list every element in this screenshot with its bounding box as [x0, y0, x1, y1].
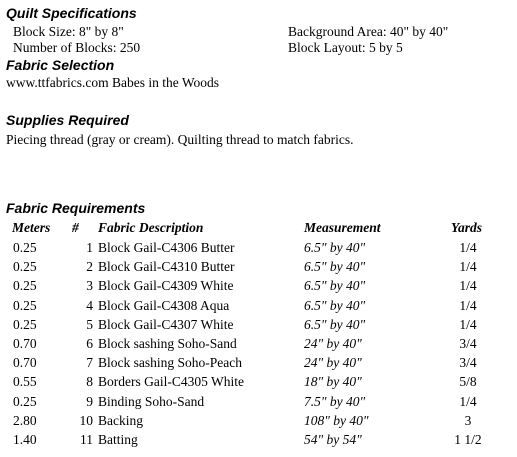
cell-fabric-description: Block Gail-C4308 Aqua	[98, 298, 230, 313]
fabric-selection-heading: Fabric Selection	[6, 57, 115, 73]
cell-meters: 0.25	[13, 317, 37, 332]
cell-fabric-description: Block sashing Soho-Sand	[98, 336, 237, 351]
cell-meters: 1.40	[13, 432, 37, 447]
supplies-text: Piecing thread (gray or cream). Quilting thread to match fabrics.	[6, 132, 354, 147]
cell-fabric-description: Binding Soho-Sand	[98, 394, 205, 409]
cell-meters: 2.80	[13, 413, 37, 428]
cell-measurement: 7.5" by 40"	[304, 394, 366, 409]
cell-number: 10	[79, 413, 93, 428]
fabric-source: www.ttfabrics.com Babes in the Woods	[6, 75, 220, 90]
cell-meters: 0.25	[13, 259, 37, 274]
cell-measurement: 6.5" by 40"	[304, 259, 366, 274]
cell-number: 6	[86, 336, 93, 351]
supplies-required-heading: Supplies Required	[6, 112, 129, 128]
column-header-measurement: Measurement	[304, 220, 381, 235]
cell-fabric-description: Borders Gail-C4305 White	[98, 374, 244, 389]
cell-yards: 1/4	[459, 259, 477, 274]
cell-number: 2	[86, 259, 93, 274]
column-header-yards: Yards	[451, 220, 483, 235]
column-header-number: #	[72, 220, 79, 235]
column-header-fabric-description: Fabric Description	[98, 220, 204, 235]
cell-fabric-description: Block Gail-C4306 Butter	[98, 240, 235, 255]
cell-number: 4	[86, 298, 93, 313]
cell-measurement: 6.5" by 40"	[304, 298, 366, 313]
cell-fabric-description: Block Gail-C4307 White	[98, 317, 234, 332]
cell-number: 9	[86, 394, 93, 409]
background-area: Background Area: 40" by 40"	[288, 24, 449, 39]
quilt-specifications-heading: Quilt Specifications	[6, 5, 137, 21]
cell-meters: 0.70	[13, 336, 37, 351]
cell-fabric-description: Block Gail-C4310 Butter	[98, 259, 235, 274]
cell-meters: 0.25	[13, 240, 37, 255]
cell-yards: 1/4	[459, 394, 477, 409]
cell-yards: 3/4	[459, 336, 477, 351]
cell-measurement: 24" by 40"	[304, 336, 362, 351]
cell-yards: 1/4	[459, 298, 477, 313]
cell-measurement: 6.5" by 40"	[304, 317, 366, 332]
cell-yards: 1/4	[459, 317, 477, 332]
cell-yards: 1 1/2	[454, 432, 482, 447]
block-size: Block Size: 8" by 8"	[13, 24, 124, 39]
cell-number: 1	[86, 240, 93, 255]
block-layout: Block Layout: 5 by 5	[288, 40, 403, 55]
cell-number: 3	[86, 278, 93, 293]
cell-meters: 0.70	[13, 355, 37, 370]
cell-yards: 1/4	[459, 240, 477, 255]
cell-yards: 3	[464, 413, 472, 428]
cell-fabric-description: Backing	[98, 413, 143, 428]
cell-number: 5	[86, 317, 93, 332]
number-of-blocks: Number of Blocks: 250	[13, 40, 141, 55]
cell-fabric-description: Block Gail-C4309 White	[98, 278, 234, 293]
cell-measurement: 24" by 40"	[304, 355, 362, 370]
cell-measurement: 6.5" by 40"	[304, 240, 366, 255]
cell-meters: 0.25	[13, 298, 37, 313]
fabric-requirements-heading: Fabric Requirements	[6, 200, 146, 216]
cell-yards: 5/8	[459, 374, 477, 389]
column-header-meters: Meters	[12, 220, 51, 235]
cell-number: 11	[80, 432, 93, 447]
cell-meters: 0.55	[13, 374, 37, 389]
cell-measurement: 18" by 40"	[304, 374, 362, 389]
cell-number: 8	[86, 374, 93, 389]
cell-measurement: 6.5" by 40"	[304, 278, 366, 293]
cell-measurement: 54" by 54"	[304, 432, 362, 447]
cell-meters: 0.25	[13, 278, 37, 293]
cell-measurement: 108" by 40"	[304, 413, 369, 428]
cell-yards: 1/4	[459, 278, 477, 293]
cell-meters: 0.25	[13, 394, 37, 409]
cell-number: 7	[86, 355, 93, 370]
cell-fabric-description: Block sashing Soho-Peach	[98, 355, 242, 370]
cell-fabric-description: Batting	[98, 432, 138, 447]
cell-yards: 3/4	[459, 355, 477, 370]
